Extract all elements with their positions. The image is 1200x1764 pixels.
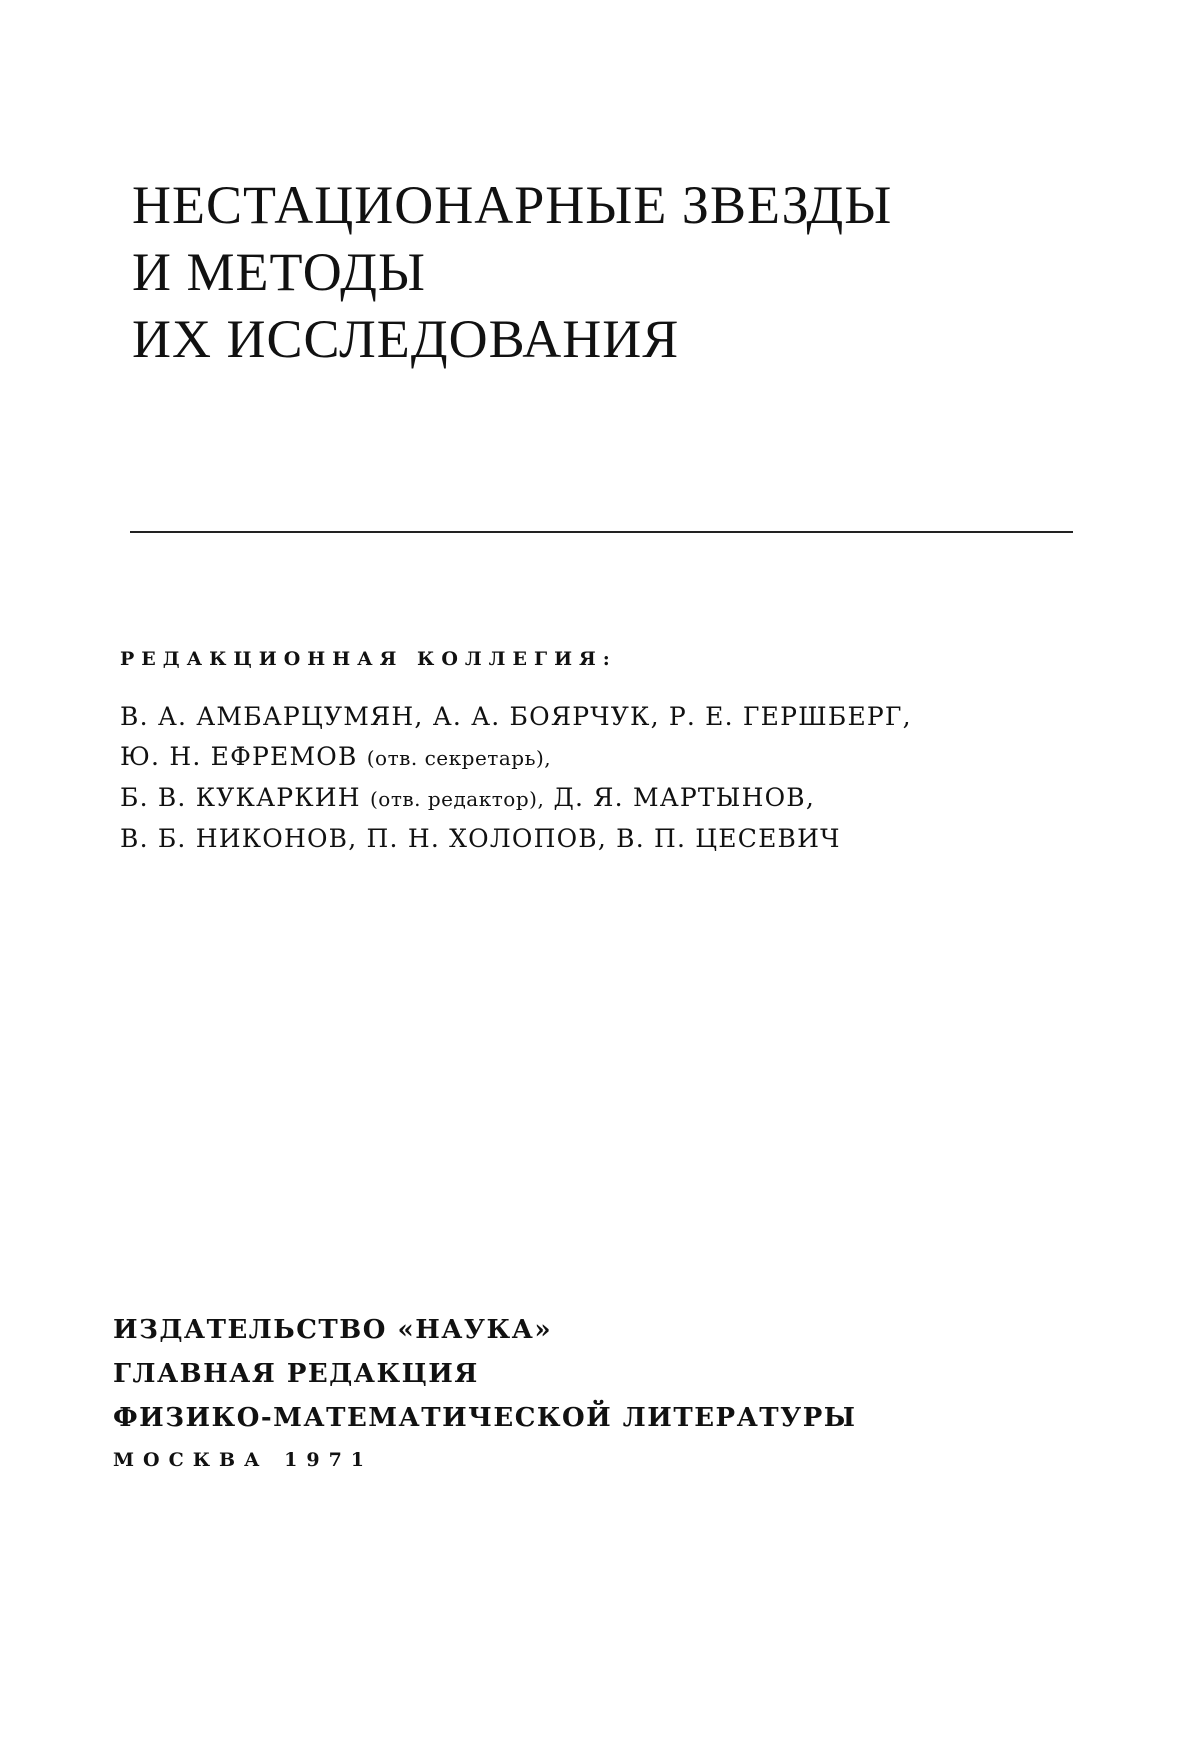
editorial-board-members [120, 697, 912, 859]
horizontal-divider [130, 531, 1073, 533]
board-line-4: В. Б. НИКОНОВ, П. Н. ХОЛОПОВ, В. П. ЦЕСЕВИЧ [120, 824, 841, 853]
board-line-2 [120, 737, 912, 778]
publisher-subject: ФИЗИКО-МАТЕМАТИЧЕСКОЙ ЛИТЕРАТУРЫ [113, 1403, 857, 1433]
title-line-3: ИХ ИССЛЕДОВАНИЯ [132, 309, 680, 369]
title-line-2: И МЕТОДЫ [132, 242, 427, 302]
publisher-imprint [113, 1308, 857, 1480]
board-member-efremov: Ю. Н. ЕФРЕМОВ [120, 742, 358, 771]
board-role-secretary: (отв. секретарь), [366, 746, 552, 770]
board-role-editor: (отв. редактор), [369, 787, 545, 811]
editorial-board-heading: РЕДАКЦИОННАЯ КОЛЛЕГИЯ: [120, 648, 617, 670]
book-title [132, 172, 892, 373]
board-line-3 [120, 778, 912, 819]
publisher-division: ГЛАВНАЯ РЕДАКЦИЯ [113, 1359, 479, 1389]
title-line-1: НЕСТАЦИОНАРНЫЕ ЗВЕЗДЫ [132, 175, 893, 235]
board-member-kukarkin: Б. В. КУКАРКИН [120, 783, 361, 812]
publisher-name: ИЗДАТЕЛЬСТВО «НАУКА» [113, 1315, 553, 1345]
city-year: МОСКВА 1971 [113, 1449, 374, 1471]
board-line-1: В. А. АМБАРЦУМЯН, А. А. БОЯРЧУК, Р. Е. ГЕРШБЕРГ, [120, 702, 912, 731]
board-member-martynov: Д. Я. МАРТЫНОВ, [553, 783, 815, 812]
